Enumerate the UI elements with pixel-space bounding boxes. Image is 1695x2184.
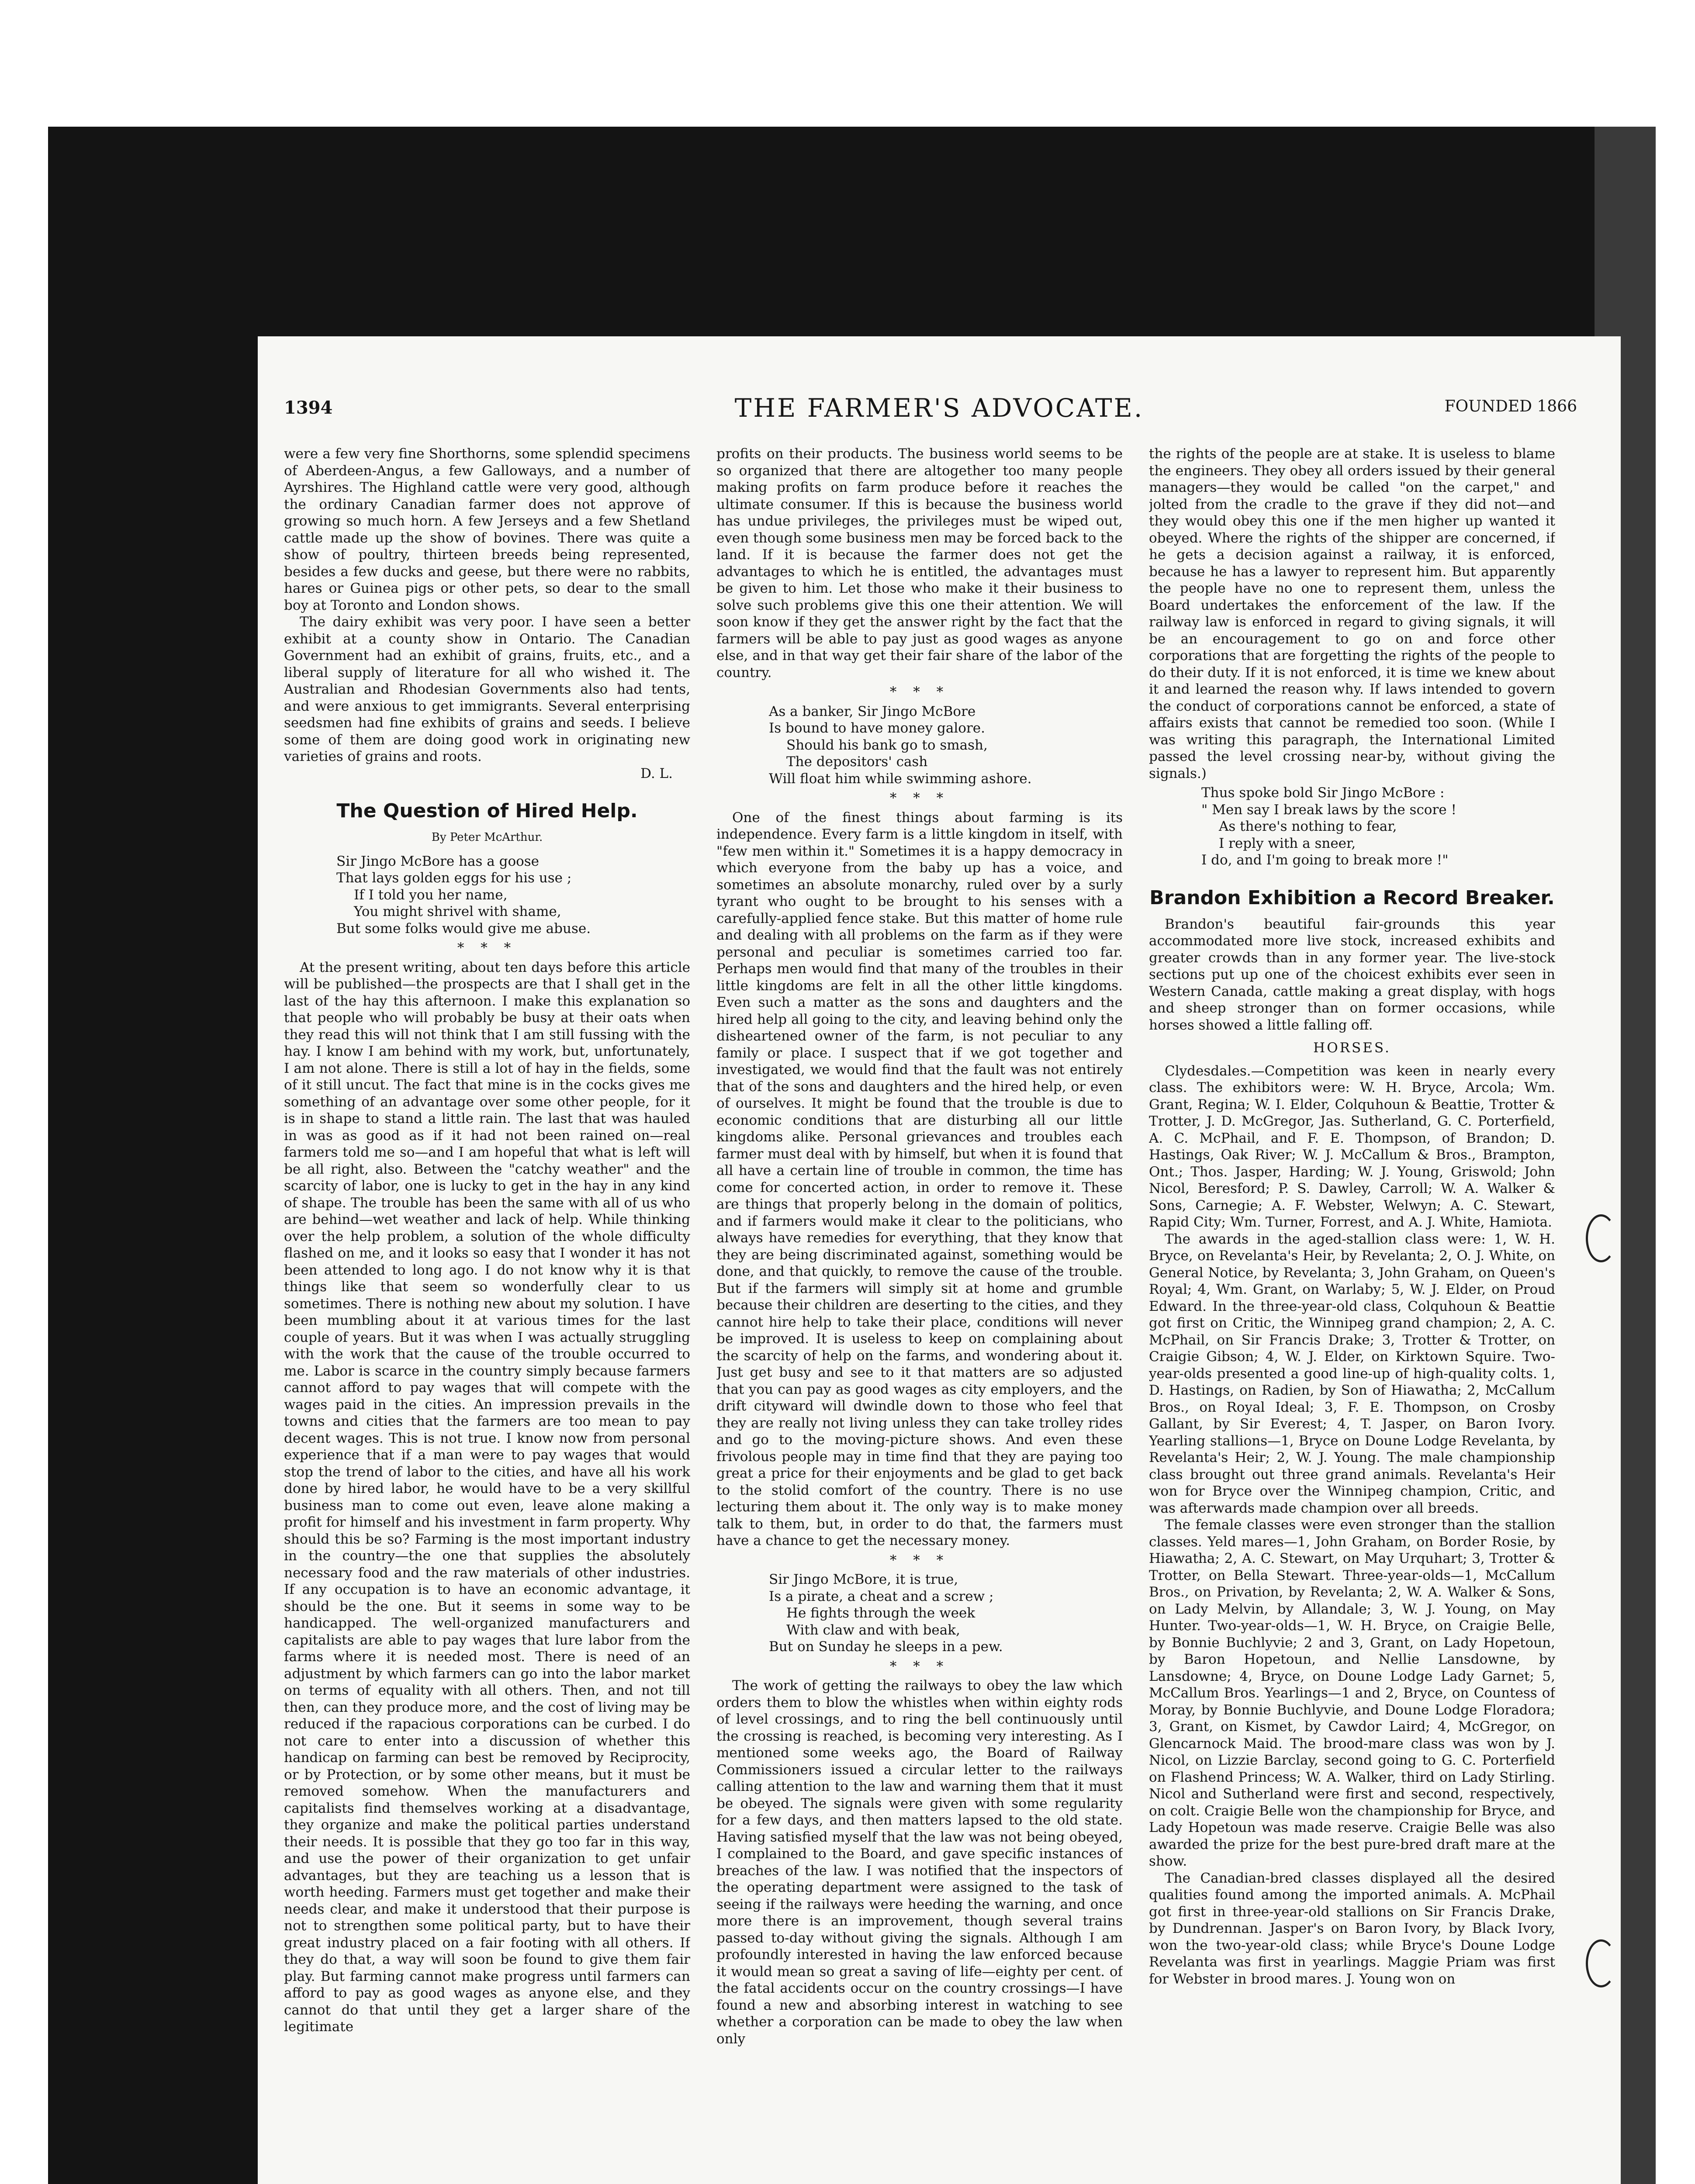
verse-line: I reply with a sneer, bbox=[1219, 835, 1356, 851]
page-header bbox=[258, 393, 1621, 437]
founded-note: FOUNDED 1866 bbox=[1444, 397, 1577, 415]
verse-line: The depositors' cash bbox=[786, 754, 928, 770]
verse-line: Thus spoke bold Sir Jingo McBore : bbox=[1201, 785, 1445, 801]
section-divider: * * * bbox=[889, 684, 950, 700]
verse-line: You might shrivel with shame, bbox=[354, 904, 561, 919]
paragraph: were a few very fine Shorthorns, some splendid specimens of Aberdeen-Angus, a few Galloways, and a number of Ayrshires. The Highland cattle were very good, although the ordinary Canadian farmer does not approve of growing so much horn. A few Jerseys and a few Shetland cattle made up the show of bovines. There was quite a show of poultry, thirteen breeds being represented, besides a few ducks and geese, but there were no rabbits, hares or Guinea pigs or other pets, so dear to the small boy at Toronto and London shows. bbox=[284, 446, 690, 613]
verse-line: With claw and with beak, bbox=[786, 1622, 960, 1638]
verse-line: Is a pirate, a cheat and a screw ; bbox=[769, 1588, 994, 1604]
verse-line: That lays golden eggs for his use ; bbox=[336, 870, 572, 886]
verse-line: But some folks would give me abuse. bbox=[336, 920, 591, 936]
paragraph: Brandon's beautiful fair-grounds this year accommodated more live stock, increased exhibits and greater crowds than in any former year. The live-stock sections put up one of the choicest exhibits ever seen in Western Canada, cattle making a great display, with hogs and sheep stronger than on former occasions, while horses showed a little falling off. bbox=[1149, 916, 1555, 1033]
signature: D. L. bbox=[640, 765, 673, 781]
section-heading: HORSES. bbox=[1313, 1040, 1391, 1056]
verse-line: As a banker, Sir Jingo McBore bbox=[769, 703, 976, 719]
verse bbox=[769, 703, 1123, 788]
verse bbox=[336, 853, 690, 937]
verse-line: Is bound to have money galore. bbox=[769, 720, 985, 736]
paragraph: The dairy exhibit was very poor. I have seen a better exhibit at a county show in Ontario. The Canadian Government had an exhibit of grains, fruits, etc., and a liberal supply of literature for all who wished it. The Australian and Rhodesian Governments also had tents, and were anxious to get immigrants. Several enterprising seedsmen had fine exhibits of grains and seeds. I believe some of them are doing good work in originating new varieties of grains and roots. bbox=[284, 614, 690, 764]
section-divider: * * * bbox=[889, 1552, 950, 1568]
verse-line: Sir Jingo McBore, it is true, bbox=[769, 1572, 958, 1587]
verse-line: He fights through the week bbox=[786, 1605, 975, 1621]
section-divider: * * * bbox=[889, 790, 950, 806]
article-heading: The Question of Hired Help. bbox=[336, 800, 638, 822]
paragraph: the rights of the people are at stake. It is useless to blame the engineers. They obey all orders issued by their general managers—they would be called "on the carpet," and jolted from the cradle to the grave if they did not—and they would obey this one if the men higher up wanted it obeyed. Where the rights of the shipper are concerned, if he gets a decision against a railway, it is enforced, because he has a lawyer to represent him. But apparently the people have no one to represent them, unless the Board undertakes the enforcement of the law. If the railway law is enforced in regard to giving signals, it will be an encouragement to go on and force other corporations that are forgetting the rights of the people to do their duty. If it is not enforced, it is time we knew about it and learned the reason why. If laws intended to govern the conduct of corporations cannot be enforced, a state of affairs exists that cannot be remedied too soon. (While I was writing this paragraph, the International Limited passed the level crossing near-by, without giving the signals.) bbox=[1149, 446, 1555, 781]
film-margin-top bbox=[0, 0, 1695, 131]
verse-line: " Men say I break laws by the score ! bbox=[1201, 802, 1456, 818]
column-1 bbox=[284, 446, 690, 2184]
byline: By Peter McArthur. bbox=[431, 831, 543, 844]
page-number: 1394 bbox=[284, 397, 333, 418]
verse-line: But on Sunday he sleeps in a pew. bbox=[769, 1639, 1003, 1655]
paragraph: The female classes were even stronger than the stallion classes. Yeld mares—1, John Graham, on Border Rosie, by Hiawatha; 2, A. C. Stewart, on May Urquhart; 3, Trotter & Trotter, on Bella Stewart. Three-year-olds—1, McCallum Bros., on Privation, by Revelanta; 2, W. A. Walker & Sons, on Lady Melvin, by Allandale; 3, W. J. Young, on May Hunter. Two-year-olds—1, W. H. Bryce, on Craigie Belle, by Bonnie Buchlyvie; 2 and 3, Grant, on Lady Hopetoun, by Baron Hopetoun, and Nellie Lansdowne, by Lansdowne; 4, Bryce, on Doune Lodge Lady Garnet; 5, McCallum Bros. Yearlings—1 and 2, Bryce, on Countess of Moray, by Bonnie Buchlyvie, and Doune Lodge Floradora; 3, Grant, on Kismet, by Cawdor Laird; 4, McGregor, on Glencarnock Maid. The brood-mare class was won by J. Nicol, on Lizzie Barclay, second going to G. C. Porterfield on Flashend Princess; W. A. Walker, third on Lady Stirling. Nicol and Sutherland were first and second, respectively, on colt. Craigie Belle won the championship for Bryce, and Lady Hopetoun was made reserve. Craigie Belle was also awarded the prize for the best pure-bred draft mare at the show. bbox=[1149, 1517, 1555, 1869]
verse-line: I do, and I'm going to break more !" bbox=[1201, 852, 1449, 868]
paragraph: The Canadian-bred classes displayed all the desired qualities found among the imported animals. A. McPhail got first in three-year-old stallions on Sir Francis Drake, by Dundrennan. Jasper's on Baron Ivory, by Black Ivory, won the two-year-old class; while Bryce's Doune Lodge Revelanta was first in yearlings. Maggie Priam was first for Webster in brood mares. J. Young won on bbox=[1149, 1870, 1555, 1987]
column-2 bbox=[716, 446, 1123, 2184]
section-divider: * * * bbox=[457, 940, 517, 956]
verse bbox=[1201, 784, 1555, 869]
paragraph: Clydesdales.—Competition was keen in nearly every class. The exhibitors were: W. H. Bryce, Arcola; Wm. Grant, Regina; W. I. Elder, Colquhoun & Beattie, Trotter & Trotter, J. D. McGregor, Jas. Sutherland, G. C. Porterfield, A. C. McPhail, and F. E. Thompson, of Brandon; D. Hastings, Oak River; W. J. McCallum & Bros., Brampton, Ont.; Thos. Jasper, Harding; W. J. Young, Griswold; John Nicol, Beresford; P. S. Dawley, Carroll; W. A. Walker & Sons, Carnegie; A. F. Webster, Welwyn; A. C. Stewart, Rapid City; Wm. Turner, Forrest, and A. J. White, Hamiota. bbox=[1149, 1063, 1555, 1230]
binding-mark-icon bbox=[1586, 1939, 1616, 1987]
verse-line: As there's nothing to fear, bbox=[1219, 819, 1397, 834]
verse-line: Sir Jingo McBore has a goose bbox=[336, 853, 540, 869]
verse bbox=[769, 1571, 1123, 1655]
binding-mark-icon bbox=[1586, 1214, 1616, 1262]
masthead-title: THE FARMER'S ADVOCATE. bbox=[734, 393, 1144, 423]
verse-line: Will float him while swimming ashore. bbox=[769, 771, 1032, 787]
newspaper-page bbox=[258, 336, 1621, 2184]
paragraph: The work of getting the railways to obey the law which orders them to blow the whistles when within eighty rods of level crossings, and to ring the bell continuously until the crossing is reached, is becoming very interesting. As I mentioned some weeks ago, the Board of Railway Commissioners issued a circular letter to the railways calling attention to the law and warning them that it must be obeyed. The signals were given with some regularity for a few days, and then matters lapsed to the old state. Having satisfied myself that the law was not being obeyed, I complained to the Board, and gave specific instances of breaches of the law. I was notified that the inspectors of the operating department were assigned to the task of seeing if the railways were heeding the warning, and once more there is an improvement, though several trains passed to-day without giving the signals. Although I am profoundly interested in having the law enforced because it would mean so great a saving of life—eighty per cent. of the fatal accidents occur on the country crossings—I have found a new and absorbing interest in watching to see whether a corporation can be made to obey the law when only bbox=[716, 1678, 1123, 2047]
paragraph: The awards in the aged-stallion class were: 1, W. H. Bryce, on Revelanta's Heir, by Revelanta; 2, O. J. White, on General Notice, by Revelanta; 3, John Graham, on Queen's Royal; 4, Wm. Grant, on Warlaby; 5, W. J. Elder, on Proud Edward. In the three-year-old class, Colquhoun & Beattie got first on Critic, the Winnipeg grand champion; 2, A. C. McPhail, on Sir Francis Drake; 3, Trotter & Trotter, on Craigie Gibson; 4, W. J. Elder, on Kirktown Squire. Two-year-olds presented a good line-up of high-quality colts. 1, D. Hastings, on Radien, by Son of Hiawatha; 2, McCallum Bros., on Royal Ideal; 3, F. E. Thompson, on Crosby Gallant, by Sir Everest; 4, T. Jasper, on Baron Ivory. Yearling stallions—1, Bryce on Doune Lodge Revelanta, by Revelanta's Heir; 2, W. J. Young. The male championship class brought out three grand animals. Revelanta's Heir won for Bryce over the Winnipeg champion, Critic, and was afterwards made champion over all breeds. bbox=[1149, 1231, 1555, 1516]
paragraph: At the present writing, about ten days before this article will be published—the prospects are that I shall get in the last of the hay this afternoon. I make this explanation so that people who will probably be busy at their oats when they read this will not think that I am still fussing with the hay. I know I am behind with my work, but, unfortunately, I am not alone. There is still a lot of hay in the fields, some of it still uncut. The fact that mine is in the cocks gives me something of an advantage over some other people, for it is in shape to stand a little rain. The last that was hauled in was as good as if it had not been rained on—real farmers told me so—and I am hopeful that what is left will be all right, also. Between the "catchy weather" and the scarcity of labor, one is lucky to get in the hay in any kind of shape. The trouble has been the same with all of us who are behind—wet weather and lack of help. While thinking over the help problem, a solution of the whole difficulty flashed on me, and it looks so easy that I wonder it has not been attended to long ago. I do not know why it is that things like that seem so wonderfully clear to us sometimes. There is nothing new about my solution. I have been mumbling about it at various times for the last couple of years. But it was when I was actually struggling with the work that the cause of the trouble occurred to me. Labor is scarce in the country simply because farmers cannot afford to pay wages that will compete with the wages paid in the cities. An impression prevails in the towns and cities that the farmers are too mean to pay decent wages. This is not true. I know now from personal experience that if a man were to pay wages that would stop the trend of labor to the cities, and have all his work done by hired labor, he would have to be a very skillful business man to come out even, leave alone making a profit for himself and his investment in farm property. Why should this be so? Farming is the most important industry in the country—the one that supplies the absolutely necessary food and the raw materials of other industries. If any occupation is to have an economic advantage, it should be the one. But it seems in some way to be handicapped. The well-organized manufacturers and capitalists are able to pay wages that lure labor from the farms where it is needed most. There is need of an adjustment by which farmers can go into the labor market on terms of equality with all others. Then, and not till then, can they produce more, and the cost of living may be reduced if the rapacious corporations can be curbed. I do not care to enter into a discussion of whether this handicap on farming can best be removed by Reciprocity, or by Protection, or by some other means, but it must be removed somehow. When the manufacturers and capitalists find themselves working at a disadvantage, they organize and make the political parties understand their needs. It is possible that they go too far in this way, and use the power of their organization to get unfair advantages, but they are teaching us a lesson that is worth heeding. Farmers must get together and make their needs clear, and make it understood that their purpose is not to strengthen some political party, but to have their great industry placed on a fair footing with all others. If they do that, a way will soon be found to give them fair play. But farming cannot make progress until farmers can afford to pay as good wages as anyone else, and they cannot do that until they get a larger share of the legitimate bbox=[284, 959, 690, 2035]
paragraph: profits on their products. The business world seems to be so organized that there are altogether too many people making profits on farm produce before it reaches the ultimate consumer. If this is because the business world has undue privileges, the privileges must be wiped out, even though some business men may be forced back to the land. If it is because the farmer does not get the advantages to which he is entitled, the advantages must be given to him. Let those who make it their business to solve such problems give this one their attention. We will soon know if they get the answer right by the fact that the farmers will be able to pay just as good wages as anyone else, and in that way get their fair share of the labor of the country. bbox=[716, 446, 1123, 681]
verse-line: Should his bank go to smash, bbox=[786, 737, 988, 753]
column-3 bbox=[1149, 446, 1555, 2184]
article-heading: Brandon Exhibition a Record Breaker. bbox=[1149, 886, 1555, 909]
verse-line: If I told you her name, bbox=[354, 887, 508, 903]
paragraph: One of the finest things about farming is its independence. Every farm is a little kingdom in itself, with "few men within it." Sometimes it is a happy democracy in which everyone from the baby up has a voice, and sometimes an absolute monarchy, ruled over by a surly tyrant who ought to be brought to his senses with a carefully-applied fence stake. But this matter of home rule and dealing with all problems on the farm as if they were personal and peculiar is sometimes carried too far. Perhaps men would find that many of the troubles in their little kingdoms are felt in all the other little kingdoms. Even such a matter as the sons and daughters and the hired help all going to the city, and leaving behind only the disheartened owner of the farm, is not peculiar to any family or place. I suspect that if we got together and investigated, we would find that the fault was not entirely that of the sons and daughters and the hired help, or even of ourselves. It might be found that the trouble is due to economic conditions that are disturbing all our little kingdoms alike. Personal grievances and troubles each farmer must deal with by himself, but when it is found that all have a certain line of trouble in common, the time has come for concerted action, in order to remove it. These are things that properly belong in the domain of politics, and if farmers would make it clear to the politicians, who always have remedies for everything, that they know that they are being discriminated against, something would be done, and that quickly, to remove the cause of the trouble. But if the farmers will simply sit at home and grumble because their children are deserting to the cities, and they cannot hire help to take their place, conditions will never be improved. It is useless to keep on complaining about the scarcity of help on the farms, and wondering about it. Just get busy and see to it that matters are so adjusted that you can pay as good wages as city employers, and the drift cityward will dwindle down to those who feel that they are really not living unless they can take trolley rides and go to the moving-picture shows. And even these frivolous people may in time find that they are paying too great a price for their enjoyments and be glad to get back to the stolid comfort of the country. There is no use lecturing them about it. The only way is to make money talk to them, but, in order to do that, the farmers must have a chance to get the necessary money. bbox=[716, 809, 1123, 1548]
section-divider: * * * bbox=[889, 1658, 950, 1674]
